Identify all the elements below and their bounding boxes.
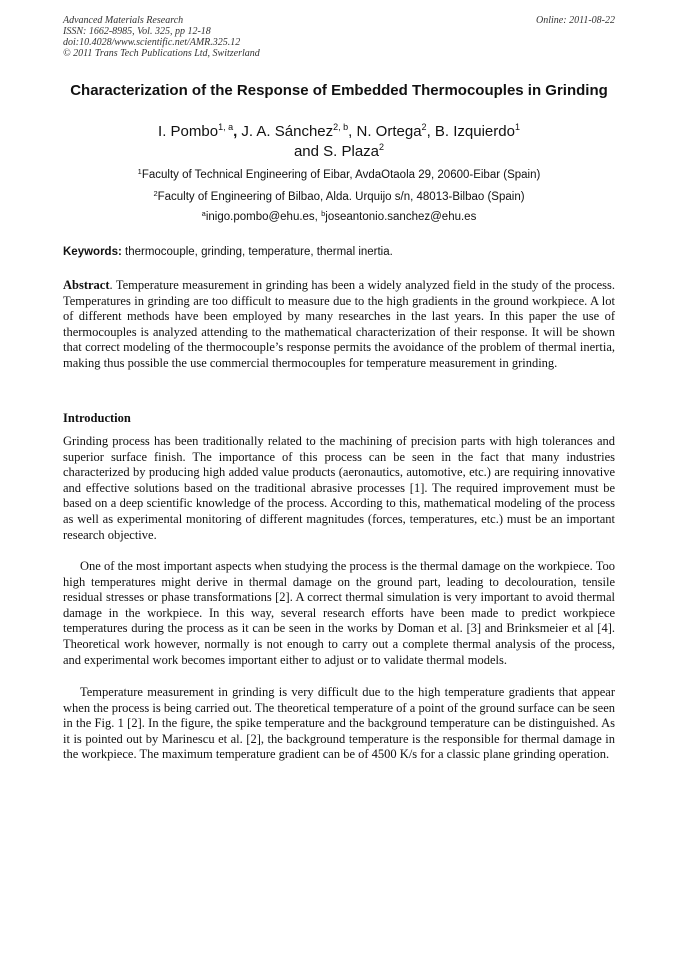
- body-paragraph: Grinding process has been traditionally related to the machining of precision parts with high tolerances and superior surface finish. The importance of this process can be seen in the fact that many industries characterized by producing high added value products (aeronautics, automotive, etc.) are requiring innovative and effective solutions based on the traditional abrasive processes [1]. The required improvement must be based on a deep scientific knowledge of the process. According to this, mathematical modeling of the process as well as experimental monitoring of different magnitudes (forces, temperatures, etc.) must be an important research objective.: [63, 434, 615, 542]
- abstract-text: . Temperature measurement in grinding has been a widely analyzed field in the study of the process. Temperatures in grinding are too difficult to measure due to the high gradients in the ground workpiece. A lot of different methods have been employed by many researches in the last years. In this paper the use of thermocouples is analyzed attending to the mathematical characterization of their response. It will be shown that correct modeling of the thermocouple’s response permits the avoidance of the problem of thermal inertia, making thus possible the use commercial thermocouples for temperature measurement in grinding.: [63, 278, 615, 370]
- author-sup: 2: [379, 142, 385, 152]
- author-sup: 2, b: [333, 122, 349, 132]
- keywords-label: Keywords:: [63, 246, 122, 258]
- email-line: $^a$inigo.pombo@ehu.es, $^b$joseantonio.sanchez@ehu.es: [201, 209, 477, 223]
- journal-header: [63, 15, 615, 59]
- author-sup: 1, a: [218, 122, 234, 132]
- doi-line: doi:10.4028/www.scientific.net/AMR.325.12: [63, 37, 241, 48]
- author-name: J. A. Sánchez: [241, 123, 334, 140]
- affiliation-1: $^1$Faculty of Technical Engineering of Eibar, AvdaOtaola 29, 20600-Eibar (Spain): [137, 167, 541, 181]
- section-heading: Introduction: [63, 411, 131, 425]
- journal-name: Advanced Materials Research: [63, 15, 184, 26]
- email-link[interactable]: joseantonio.sanchez@ehu.es: [325, 211, 477, 223]
- keywords-text: thermocouple, grinding, temperature, thermal inertia.: [125, 246, 393, 258]
- author-name: and S. Plaza: [293, 143, 380, 160]
- paper-title: Characterization of the Response of Embedded Thermocouples in Grinding: [70, 82, 608, 99]
- issn-line: ISSN: 1662-8985, Vol. 325, pp 12-18: [63, 26, 211, 37]
- body-paragraph: Temperature measurement in grinding is very difficult due to the high temperature gradients that appear when the process is being carried out. The theoretical temperature of a point of the ground surface can be seen in the Fig. 1 [2]. In the figure, the spike temperature and the background temperature can be distinguished. As it is pointed out by Marinescu et al. [2], the background temperature is the responsible for thermal damage in the workpiece. The maximum temperature gradient can be of 4500 K/s for a classic plane grinding operation.: [63, 685, 615, 762]
- affiliation-2: $^2$Faculty of Engineering of Bilbao, Alda. Urquijo s/n, 48013-Bilbao (Spain): [153, 189, 525, 203]
- author-name: B. Izquierdo: [434, 123, 515, 140]
- abstract-label: Abstract: [63, 278, 110, 292]
- author-list: I. Pombo$^{1, a}$, J. A. Sánchez$^{2, b}$, N. Ortega$^2$, B. Izquierdo$^1$ and S. Plaza$^2$: [158, 122, 520, 160]
- online-date: Online: 2011-08-22: [536, 15, 615, 26]
- author-sup: 1: [514, 122, 520, 132]
- email-link[interactable]: inigo.pombo@ehu.es,: [205, 211, 318, 223]
- abstract: [63, 278, 615, 372]
- author-sup: 2: [421, 122, 427, 132]
- copyright-line: © 2011 Trans Tech Publications Ltd, Switzerland: [63, 48, 260, 59]
- author-name: I. Pombo: [158, 123, 219, 140]
- keywords: [63, 245, 615, 259]
- author-name: N. Ortega: [356, 123, 422, 140]
- body-paragraph: One of the most important aspects when studying the process is the thermal damage on the workpiece. Too high temperatures might derive in thermal damage on the ground part, leading to decolouration, tensile residual stresses or phase transformations [2]. A correct thermal simulation is very important to avoid thermal damage in the workpiece. In this way, several research efforts have been made to predict workpiece temperatures during the process as it can be seen in the works by Doman et al. [3] and Brinksmeier et al [4]. Theoretical work however, normally is not enough to carry out a complete thermal analysis of the process, and experimental work becomes important either to adjust or to validate thermal models.: [63, 559, 615, 667]
